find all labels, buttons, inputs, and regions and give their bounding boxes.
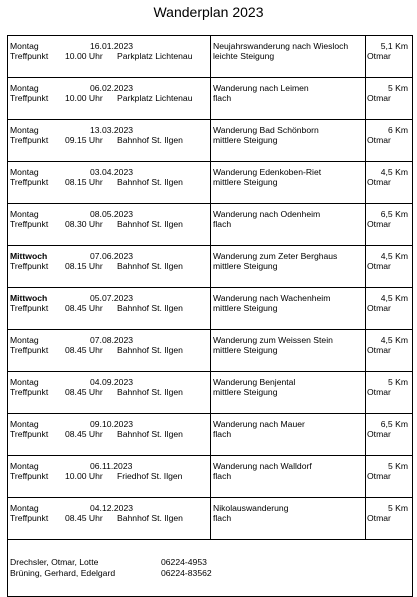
contacts-row <box>8 540 413 597</box>
walk-date: 03.04.2023 <box>90 167 134 177</box>
walk-cell <box>211 330 366 372</box>
walk-cell <box>211 204 366 246</box>
meeting-place: Bahnhof St. Ilgen <box>117 135 183 145</box>
meeting-label: Treffpunkt <box>10 93 49 103</box>
meeting-time: 08.45 Uhr <box>65 345 103 355</box>
walk-date: 09.10.2023 <box>90 419 134 429</box>
weekday: Montag <box>10 41 39 51</box>
walk-guide: Otmar <box>367 513 391 523</box>
weekday: Montag <box>10 503 39 513</box>
meeting-label: Treffpunkt <box>10 51 49 61</box>
distance-cell <box>366 204 413 246</box>
distance-cell <box>366 372 413 414</box>
walk-distance: 5,1 Km <box>380 41 408 51</box>
walk-cell <box>211 414 366 456</box>
walk-description: Wanderung nach Wachenheim <box>213 293 331 303</box>
walk-description: Wanderung nach Mauer <box>213 419 305 429</box>
weekday: Mittwoch <box>10 251 48 261</box>
meeting-label: Treffpunkt <box>10 261 49 271</box>
walk-description: Wanderung Benjental <box>213 377 296 387</box>
walk-description: Wanderung nach Odenheim <box>213 209 321 219</box>
walk-difficulty: flach <box>213 513 232 523</box>
meeting-place: Bahnhof St. Ilgen <box>117 303 183 313</box>
weekday: Montag <box>10 335 39 345</box>
walk-description: Wanderung Edenkoben-Riet <box>213 167 322 177</box>
walk-guide: Otmar <box>367 219 391 229</box>
walk-date: 06.02.2023 <box>90 83 134 93</box>
distance-cell <box>366 162 413 204</box>
schedule-row <box>8 120 413 162</box>
schedule-row <box>8 288 413 330</box>
contact-phone: 06224-4953 <box>161 557 207 567</box>
schedule-rows <box>8 36 413 540</box>
walk-description: Wanderung zum Zeter Berghaus <box>213 251 338 261</box>
schedule-row <box>8 204 413 246</box>
distance-cell <box>366 498 413 540</box>
date-meeting-cell <box>8 414 211 456</box>
walk-guide: Otmar <box>367 303 391 313</box>
date-meeting-cell <box>8 162 211 204</box>
walk-guide: Otmar <box>367 429 391 439</box>
walk-guide: Otmar <box>367 177 391 187</box>
walk-cell <box>211 288 366 330</box>
walk-cell <box>211 36 366 78</box>
walk-cell <box>211 78 366 120</box>
schedule-row <box>8 78 413 120</box>
walk-distance: 4,5 Km <box>380 251 408 261</box>
walk-difficulty: leichte Steigung <box>213 51 275 61</box>
walk-cell <box>211 456 366 498</box>
walk-distance: 4,5 Km <box>380 167 408 177</box>
hiking-schedule-table <box>7 35 413 597</box>
walk-difficulty: flach <box>213 471 232 481</box>
meeting-label: Treffpunkt <box>10 387 49 397</box>
walk-distance: 6,5 Km <box>380 209 408 219</box>
meeting-time: 10.00 Uhr <box>65 93 103 103</box>
distance-cell <box>366 120 413 162</box>
walk-guide: Otmar <box>367 387 391 397</box>
contact-phone: 06224-83562 <box>161 568 212 578</box>
weekday: Montag <box>10 419 39 429</box>
meeting-place: Parkplatz Lichtenau <box>117 93 193 103</box>
meeting-place: Bahnhof St. Ilgen <box>117 387 183 397</box>
date-meeting-cell <box>8 498 211 540</box>
schedule-row <box>8 162 413 204</box>
date-meeting-cell <box>8 372 211 414</box>
walk-date: 07.08.2023 <box>90 335 134 345</box>
meeting-time: 10.00 Uhr <box>65 471 103 481</box>
meeting-place: Bahnhof St. Ilgen <box>117 513 183 523</box>
meeting-place: Bahnhof St. Ilgen <box>117 177 183 187</box>
walk-difficulty: mittlere Steigung <box>213 345 278 355</box>
schedule-row <box>8 36 413 78</box>
walk-difficulty: mittlere Steigung <box>213 177 278 187</box>
schedule-row <box>8 330 413 372</box>
meeting-place: Parkplatz Lichtenau <box>117 51 193 61</box>
walk-cell <box>211 246 366 288</box>
weekday: Montag <box>10 209 39 219</box>
distance-cell <box>366 330 413 372</box>
schedule-row <box>8 414 413 456</box>
walk-difficulty: mittlere Steigung <box>213 303 278 313</box>
walk-guide: Otmar <box>367 345 391 355</box>
meeting-label: Treffpunkt <box>10 471 49 481</box>
meeting-time: 08.45 Uhr <box>65 387 103 397</box>
walk-description: Wanderung zum Weissen Stein <box>213 335 333 345</box>
weekday: Montag <box>10 461 39 471</box>
walk-date: 13.03.2023 <box>90 125 134 135</box>
walk-difficulty: mittlere Steigung <box>213 261 278 271</box>
walk-description: Nikolauswanderung <box>213 503 289 513</box>
date-meeting-cell <box>8 288 211 330</box>
walk-date: 05.07.2023 <box>90 293 134 303</box>
meeting-label: Treffpunkt <box>10 345 49 355</box>
walk-distance: 6,5 Km <box>380 419 408 429</box>
contact-names: Drechsler, Otmar, Lotte <box>10 557 99 567</box>
date-meeting-cell <box>8 120 211 162</box>
walk-description: Wanderung Bad Schönborn <box>213 125 319 135</box>
meeting-place: Bahnhof St. Ilgen <box>117 345 183 355</box>
meeting-time: 09.15 Uhr <box>65 135 103 145</box>
walk-distance: 5 Km <box>387 503 408 513</box>
walk-difficulty: flach <box>213 219 232 229</box>
walk-guide: Otmar <box>367 135 391 145</box>
weekday: Mittwoch <box>10 293 48 303</box>
walk-description: Neujahrswanderung nach Wiesloch <box>213 41 349 51</box>
meeting-label: Treffpunkt <box>10 429 49 439</box>
meeting-place: Bahnhof St. Ilgen <box>117 429 183 439</box>
schedule-row <box>8 498 413 540</box>
walk-date: 16.01.2023 <box>90 41 134 51</box>
schedule-row <box>8 456 413 498</box>
walk-difficulty: flach <box>213 93 232 103</box>
meeting-label: Treffpunkt <box>10 513 49 523</box>
walk-distance: 4,5 Km <box>380 293 408 303</box>
distance-cell <box>366 78 413 120</box>
walk-date: 04.12.2023 <box>90 503 134 513</box>
contacts-cell <box>8 540 413 597</box>
date-meeting-cell <box>8 246 211 288</box>
weekday: Montag <box>10 125 39 135</box>
walk-difficulty: flach <box>213 429 232 439</box>
meeting-time: 08.15 Uhr <box>65 177 103 187</box>
walk-difficulty: mittlere Steigung <box>213 387 278 397</box>
distance-cell <box>366 288 413 330</box>
walk-distance: 5 Km <box>387 83 408 93</box>
meeting-label: Treffpunkt <box>10 177 49 187</box>
meeting-time: 08.45 Uhr <box>65 303 103 313</box>
meeting-place: Bahnhof St. Ilgen <box>117 261 183 271</box>
walk-description: Wanderung nach Walldorf <box>213 461 312 471</box>
walk-guide: Otmar <box>367 93 391 103</box>
walk-distance: 6 Km <box>387 125 408 135</box>
meeting-time: 10.00 Uhr <box>65 51 103 61</box>
meeting-time: 08.45 Uhr <box>65 429 103 439</box>
walk-distance: 4,5 Km <box>380 335 408 345</box>
meeting-time: 08.30 Uhr <box>65 219 103 229</box>
walk-date: 08.05.2023 <box>90 209 134 219</box>
date-meeting-cell <box>8 456 211 498</box>
walk-guide: Otmar <box>367 261 391 271</box>
walk-cell <box>211 498 366 540</box>
distance-cell <box>366 414 413 456</box>
distance-cell <box>366 36 413 78</box>
weekday: Montag <box>10 377 39 387</box>
distance-cell <box>366 456 413 498</box>
walk-difficulty: mittlere Steigung <box>213 135 278 145</box>
schedule-row <box>8 372 413 414</box>
contact-names: Brüning, Gerhard, Edelgard <box>10 568 116 578</box>
meeting-time: 08.15 Uhr <box>65 261 103 271</box>
meeting-label: Treffpunkt <box>10 135 49 145</box>
meeting-label: Treffpunkt <box>10 303 49 313</box>
date-meeting-cell <box>8 330 211 372</box>
weekday: Montag <box>10 83 39 93</box>
meeting-place: Friedhof St. Ilgen <box>117 471 183 481</box>
date-meeting-cell <box>8 204 211 246</box>
page-title: Wanderplan 2023 <box>153 4 264 20</box>
walk-distance: 5 Km <box>387 377 408 387</box>
distance-cell <box>366 246 413 288</box>
walk-distance: 5 Km <box>387 461 408 471</box>
walk-date: 07.06.2023 <box>90 251 134 261</box>
meeting-place: Bahnhof St. Ilgen <box>117 219 183 229</box>
date-meeting-cell <box>8 78 211 120</box>
walk-description: Wanderung nach Leimen <box>213 83 309 93</box>
meeting-time: 08.45 Uhr <box>65 513 103 523</box>
date-meeting-cell <box>8 36 211 78</box>
weekday: Montag <box>10 167 39 177</box>
schedule-row <box>8 246 413 288</box>
walk-date: 04.09.2023 <box>90 377 134 387</box>
walk-date: 06.11.2023 <box>90 461 133 471</box>
walk-guide: Otmar <box>367 51 391 61</box>
walk-cell <box>211 120 366 162</box>
walk-cell <box>211 162 366 204</box>
walk-cell <box>211 372 366 414</box>
walk-guide: Otmar <box>367 471 391 481</box>
meeting-label: Treffpunkt <box>10 219 49 229</box>
